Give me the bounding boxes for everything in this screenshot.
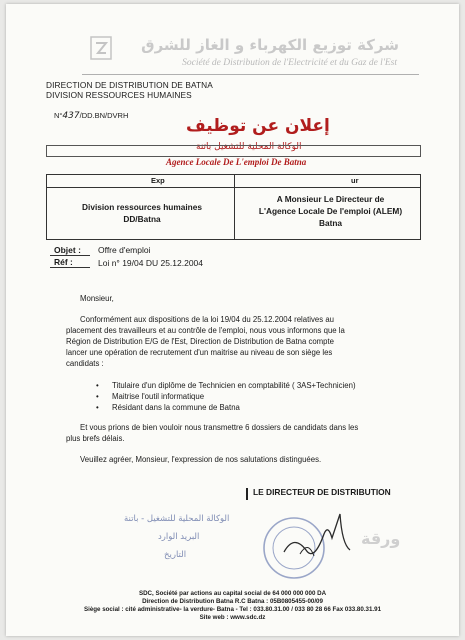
blank-header-box	[46, 145, 421, 157]
footer-company-capital: SDC, Société par actions au capital social de 64 000 000 000 DA	[138, 590, 327, 597]
paragraph-line: candidats :	[66, 359, 104, 368]
closing-formula: Veuillez agréer, Monsieur, l'expression de nos salutations distinguées.	[80, 455, 322, 464]
company-name-french: Société de Distribution de l'Electricité et du Gaz de l'Est	[182, 58, 397, 68]
paragraph-line: Région de Distribution E/G de l'Est, Direction de Distribution de Batna compte	[66, 337, 335, 346]
paragraph-line: Conformément aux dispositions de la loi 19/04 du 25.12.2004 relatives au	[80, 315, 334, 324]
recipient-column-header: ur	[351, 176, 359, 185]
watermark: ورقة	[361, 529, 401, 548]
letter-page	[6, 4, 459, 636]
recruitment-stamp-agency-arabic: الوكالة المحلية للتشغيل باتنة	[196, 142, 302, 152]
objet-label: Objet :	[54, 245, 81, 255]
bullet-icon: •	[96, 403, 99, 412]
company-name-arabic: شركة توزيع الكهرباء و الغاز للشرق	[141, 36, 399, 54]
bullet-icon: •	[96, 381, 99, 390]
reference-number-line	[54, 111, 128, 121]
footer-registration: Direction de Distribution Batna R.C Batna : 05B0805455-00/09	[142, 598, 323, 605]
ref-prefix: N°	[54, 111, 63, 120]
company-logo	[90, 36, 112, 60]
recruitment-stamp-agency-french: Agence Locale De L'emploi De Batna	[166, 157, 307, 167]
paragraph-line: lancer une opération de recrutement d'un maitrise au niveau de son siège les	[66, 348, 333, 357]
requirements-list	[96, 380, 356, 413]
sender-direction: DIRECTION DE DISTRIBUTION DE BATNA	[46, 80, 213, 90]
salutation: Monsieur,	[80, 294, 114, 303]
received-stamp-date: التاريخ	[164, 550, 187, 560]
list-item: • Titulaire d'un diplôme de Technicien en comptabilité ( 3AS+Technicien)	[96, 381, 356, 390]
recruitment-stamp-title: إعلان عن توظيف	[186, 116, 330, 136]
bullet-icon: •	[96, 392, 99, 401]
received-stamp-agency: الوكالة المحلية للتشغيل - باتنة	[124, 514, 230, 524]
ref-label: Réf :	[54, 257, 73, 267]
sender-column-header: Exp	[151, 176, 165, 185]
sender-address: Division ressources humaines DD/Batna	[82, 202, 202, 224]
paragraph-line: placement des travailleurs et au contrôle de l'emploi, nous vous informons que la	[66, 326, 345, 335]
sender-division: DIVISION RESSOURCES HUMAINES	[46, 90, 192, 100]
header-divider	[82, 74, 419, 75]
paragraph-line: plus brefs délais.	[66, 434, 125, 443]
address-table	[46, 174, 421, 240]
official-round-stamp	[254, 504, 364, 590]
list-item: • Résidant dans la commune de Batna	[96, 403, 240, 412]
list-item: • Maitrise l'outil informatique	[96, 392, 205, 401]
ref-value: Loi n° 19/04 DU 25.12.2004	[98, 258, 204, 268]
ref-number: 437	[62, 111, 80, 121]
footer-address: Siège social : cité administrative- la verdure- Batna - Tel : 033.80.31.00 / 033 80 28 66 Fax 033.80.31.91	[83, 606, 382, 613]
objet-value: Offre d'emploi	[98, 245, 151, 255]
received-stamp-mail: البريد الوارد	[158, 532, 200, 542]
footer-website: Site web : www.sdc.dz	[199, 614, 266, 621]
ref-suffix: /DD.BN/DVRH	[79, 111, 129, 120]
signatory-title: LE DIRECTEUR DE DISTRIBUTION	[253, 487, 391, 497]
recipient-address: A Monsieur Le Directeur de L'Agence Locale De l'emploi (ALEM) Batna	[258, 194, 403, 228]
paragraph-line: Et vous prions de bien vouloir nous transmettre 6 dossiers de candidats dans les	[80, 423, 359, 432]
